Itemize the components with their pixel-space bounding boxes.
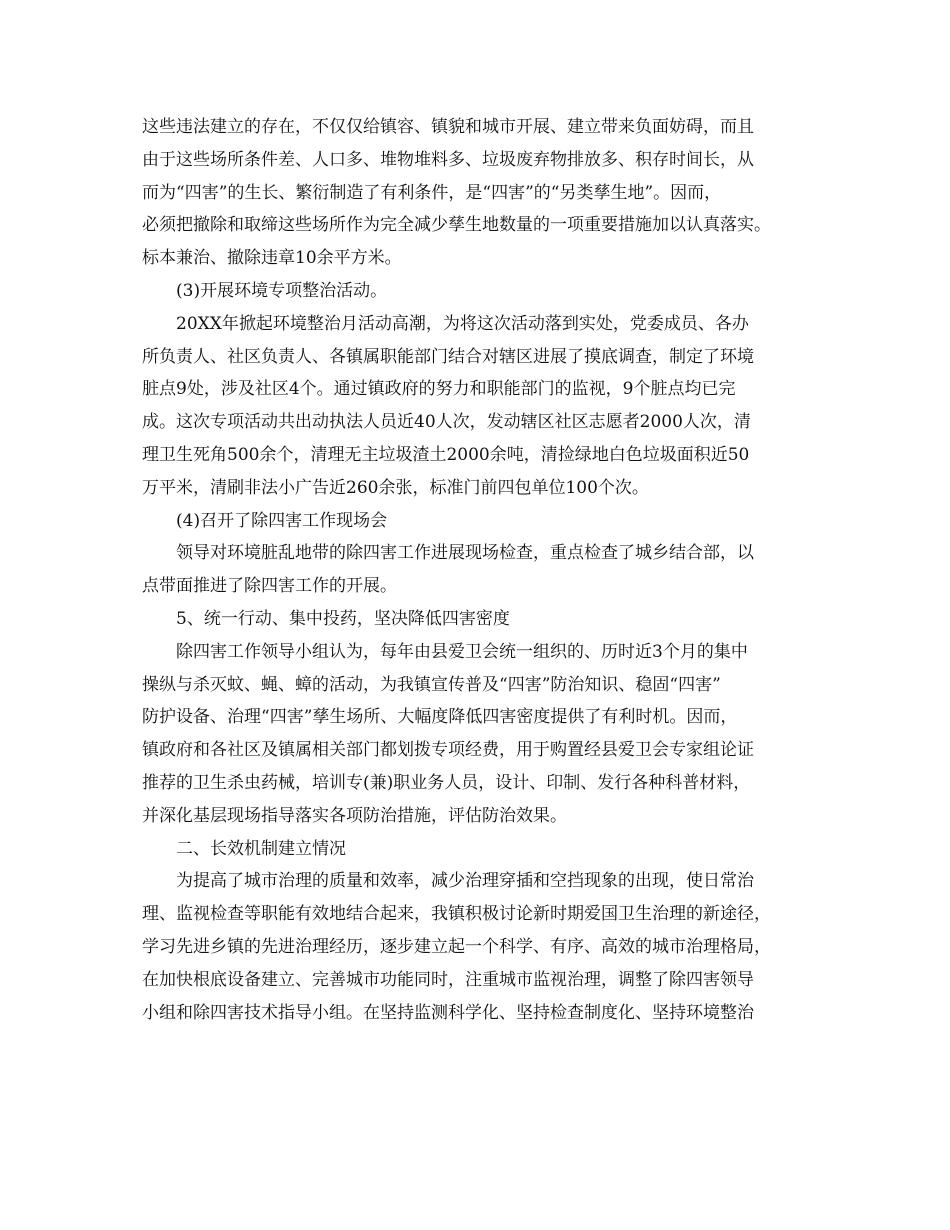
paragraph [142, 505, 822, 538]
text-line: 操纵与杀灭蚊、蝇、蟑的活动，为我镇宣传普及“四害”防治知识、稳固“四害” [142, 674, 721, 695]
text-line: (4)召开了除四害工作现场会 [176, 510, 388, 531]
text-line: 点带面推进了除四害工作的开展。 [142, 576, 397, 597]
text-line: 标本兼治、撤除违章10余平方米。 [142, 248, 402, 269]
text-line: 理卫生死角500余个，清理无主垃圾渣土2000余吨，清捡绿地白色垃圾面积近50 [142, 444, 750, 465]
paragraph [142, 603, 822, 636]
text-line: 而为“四害”的生长、繁衍制造了有利条件，是“四害”的“另类孳生地”。因而， [142, 182, 722, 203]
text-line: 成。这次专项活动共出动执法人员近40人次，发动辖区社区志愿者2000人次，清 [142, 412, 751, 433]
paragraph [142, 537, 822, 603]
document-body [142, 111, 822, 1029]
text-line: 脏点9处，涉及社区4个。通过镇政府的努力和职能部门的监视，9个脏点均已完 [142, 379, 736, 400]
paragraph [142, 865, 822, 1029]
text-line: 由于这些场所条件差、人口多、堆物堆料多、垃圾废弃物排放多、积存时间长，从 [142, 149, 754, 170]
paragraph [142, 308, 822, 505]
text-line: 领导对环境脏乱地带的除四害工作进展现场检查，重点检查了城乡结合部，以 [176, 543, 754, 564]
text-line: 学习先进乡镇的先进治理经历，逐步建立起一个科学、有序、高效的城市治理格局， [142, 936, 771, 957]
text-line: 万平米，清刷非法小广告近260余张，标准门前四包单位100个次。 [142, 477, 649, 498]
text-line: 在加快根底设备建立、完善城市功能同时，注重城市监视治理，调整了除四害领导 [142, 969, 754, 990]
text-line: 为提高了城市治理的质量和效率，减少治理穿插和空挡现象的出现，使日常治 [176, 871, 754, 892]
paragraph [142, 636, 822, 833]
text-line: 20XX年掀起环境整治月活动高潮，为将这次活动落到实处，党委成员、各办 [176, 313, 749, 334]
text-line: (3)开展环境专项整治活动。 [176, 280, 388, 301]
text-line: 推荐的卫生杀虫药械，培训专(兼)职业务人员，设计、印制、发行各种科普材料， [142, 772, 751, 793]
text-line: 5、统一行动、集中投药，坚决降低四害密度 [176, 608, 510, 629]
text-line: 除四害工作领导小组认为，每年由县爱卫会统一组织的、历时近3个月的集中 [176, 641, 748, 662]
text-line: 理、监视检查等职能有效地结合起来，我镇积极讨论新时期爱国卫生治理的新途径， [142, 904, 771, 925]
text-line: 镇政府和各社区及镇属相关部门都划拨专项经费，用于购置经县爱卫会专家组论证 [142, 740, 754, 761]
paragraph [142, 275, 822, 308]
paragraph [142, 833, 822, 866]
text-line: 防护设备、治理“四害”孳生场所、大幅度降低四害密度提供了有利时机。因而， [142, 707, 738, 728]
text-line: 小组和除四害技术指导小组。在坚持监测科学化、坚持检查制度化、坚持环境整治 [142, 1002, 754, 1023]
text-line: 这些违法建立的存在，不仅仅给镇容、镇貌和城市开展、建立带来负面妨碍，而且 [142, 117, 754, 137]
text-line: 二、长效机制建立情况 [176, 838, 346, 859]
text-line: 并深化基层现场指导落实各项防治措施，评估防治效果。 [142, 805, 567, 826]
text-line: 所负责人、社区负责人、各镇属职能部门结合对辖区进展了摸底调查，制定了环境 [142, 346, 754, 367]
text-line: 必须把撤除和取缔这些场所作为完全减少孳生地数量的一项重要措施加以认真落实。 [142, 215, 771, 236]
paragraph [142, 111, 822, 275]
